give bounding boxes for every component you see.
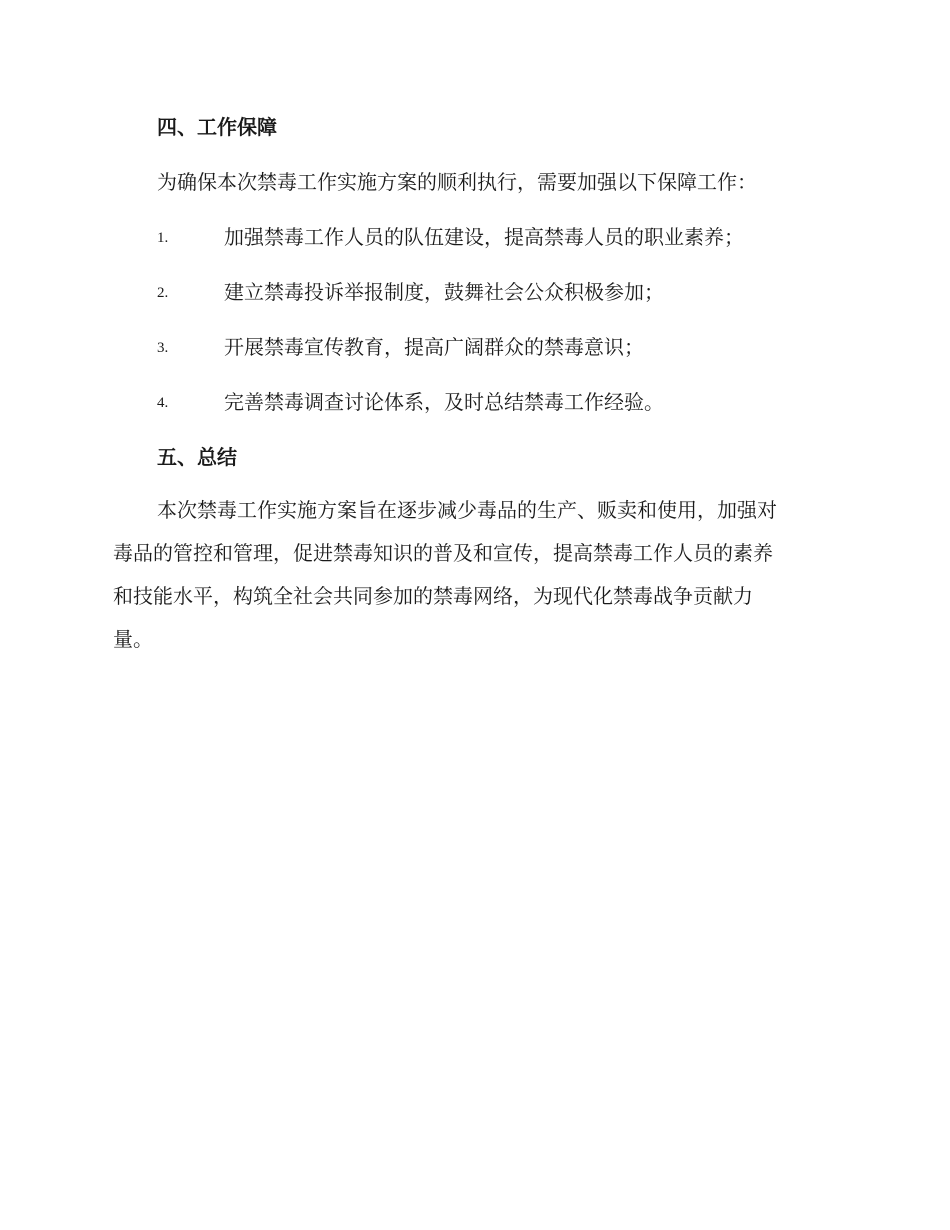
summary-paragraph [113, 489, 833, 661]
summary-line: 毒品的管控和管理，促进禁毒知识的普及和宣传，提高禁毒工作人员的素养 [113, 541, 773, 565]
list-item-number: 3. [157, 340, 169, 356]
list-item-number: 1. [157, 230, 169, 246]
section-heading-summary: 五、总结 [157, 445, 237, 469]
list-item-text: 开展禁毒宣传教育，提高广阔群众的禁毒意识； [224, 335, 644, 359]
summary-line: 和技能水平，构筑全社会共同参加的禁毒网络，为现代化禁毒战争贡献力 [113, 584, 753, 608]
list-item-number: 4. [157, 395, 169, 411]
section-intro-paragraph: 为确保本次禁毒工作实施方案的顺利执行，需要加强以下保障工作： [157, 170, 757, 194]
list-item [157, 278, 857, 306]
section-heading-work-guarantee: 四、工作保障 [157, 115, 277, 139]
list-item [157, 333, 857, 361]
list-item-text: 加强禁毒工作人员的队伍建设，提高禁毒人员的职业素养； [224, 225, 744, 249]
list-item [157, 223, 857, 251]
list-item-number: 2. [157, 285, 169, 301]
list-item [157, 388, 857, 416]
summary-line: 本次禁毒工作实施方案旨在逐步减少毒品的生产、贩卖和使用，加强对 [157, 498, 777, 522]
summary-line: 量。 [113, 627, 153, 651]
list-item-text: 完善禁毒调查讨论体系，及时总结禁毒工作经验。 [224, 390, 664, 414]
list-item-text: 建立禁毒投诉举报制度，鼓舞社会公众积极参加； [224, 280, 664, 304]
